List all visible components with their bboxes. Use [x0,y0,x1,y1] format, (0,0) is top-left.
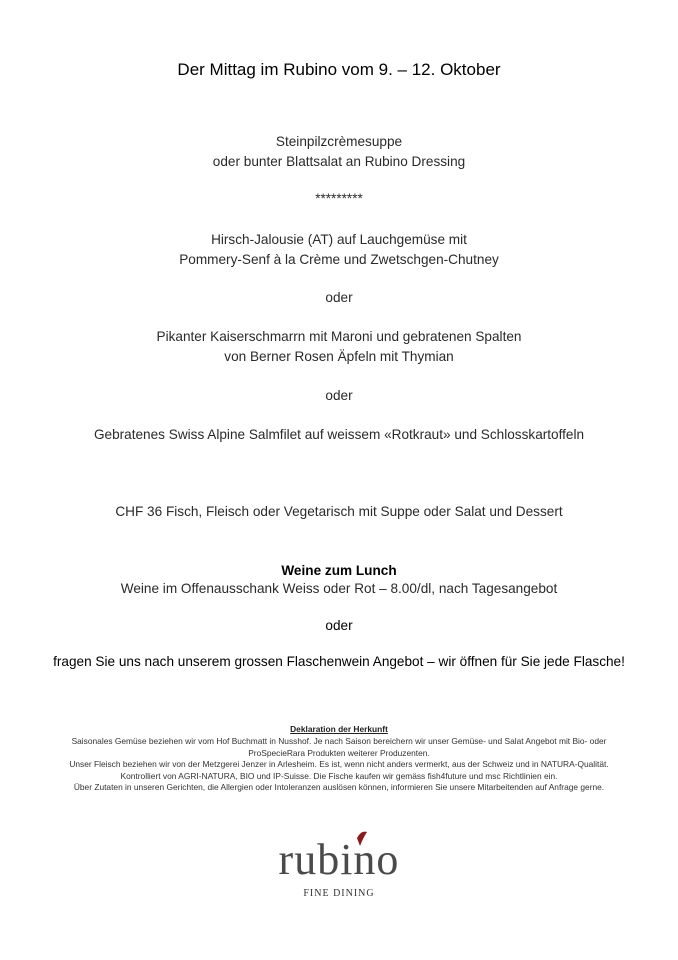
main-course-1-line-1: Hirsch-Jalousie (AT) auf Lauchgemüse mit [211,232,467,247]
main-course-3: Gebratenes Swiss Alpine Salmfilet auf weissem «Rotkraut» und Schlosskartoffeln [93,427,585,442]
rubino-logo [0,826,678,902]
main-course-2-line-1: Pikanter Kaiserschmarrn mit Maroni und gebratenen Spalten [156,329,522,344]
starter-soup: Steinpilzcrèmesuppe [275,134,403,149]
declaration-vegetables: Saisonales Gemüse beziehen wir vom Hof Buchmatt in Nusshof. Je nach Saison bereichern wir unser Gemüse- und Salat Angebot mit Bio- oder ProSpecieRara Produkten weiterer Produzenten. [71,736,607,758]
declaration-allergens: Über Zutaten in unseren Gerichten, die Allergien oder Intoleranzen auslösen können, informieren Sie unsere Mitarbeitenden auf Anfrage gerne. [73,782,605,793]
starter-salad: oder bunter Blattsalat an Rubino Dressing [212,154,466,169]
declaration-meat-fish: Unser Fleisch beziehen wir von der Metzgerei Jenzer in Arlesheim. Es ist, wenn nicht anders vermerkt, aus der Schweiz und in NATURA-Qualität. Kontrolliert von AGRI-NATURA, BIO und IP-Suisse. Die Fische kaufen wir gemäss fish4future und msc Richtlinien ein. [69,759,609,781]
rubino-logo-mark [249,826,429,902]
wine-heading: Weine zum Lunch [281,563,397,578]
page-title: Der Mittag im Rubino vom 9. – 12. Oktober [177,60,501,79]
main-course-2-line-2: von Berner Rosen Äpfeln mit Thymian [224,349,454,364]
declaration-heading: Deklaration der Herkunft [290,724,388,734]
logo-tagline: FINE DINING [303,888,375,899]
wine-or: oder [325,618,353,633]
main-course-1-line-2: Pommery-Senf à la Crème und Zwetschgen-Chutney [179,252,499,267]
separator: ********* [315,191,363,206]
declaration-text [52,736,626,794]
or-divider-1: oder [325,290,353,305]
price-line: CHF 36 Fisch, Fleisch oder Vegetarisch mit Suppe oder Salat und Dessert [115,504,563,519]
wine-offer: Weine im Offenausschank Weiss oder Rot – 8.00/dl, nach Tagesangebot [120,581,558,596]
or-divider-2: oder [325,388,353,403]
logo-wordmark: rubino [278,835,400,884]
bottle-offer: fragen Sie uns nach unserem grossen Flaschenwein Angebot – wir öffnen für Sie jede Flasche! [53,654,625,669]
